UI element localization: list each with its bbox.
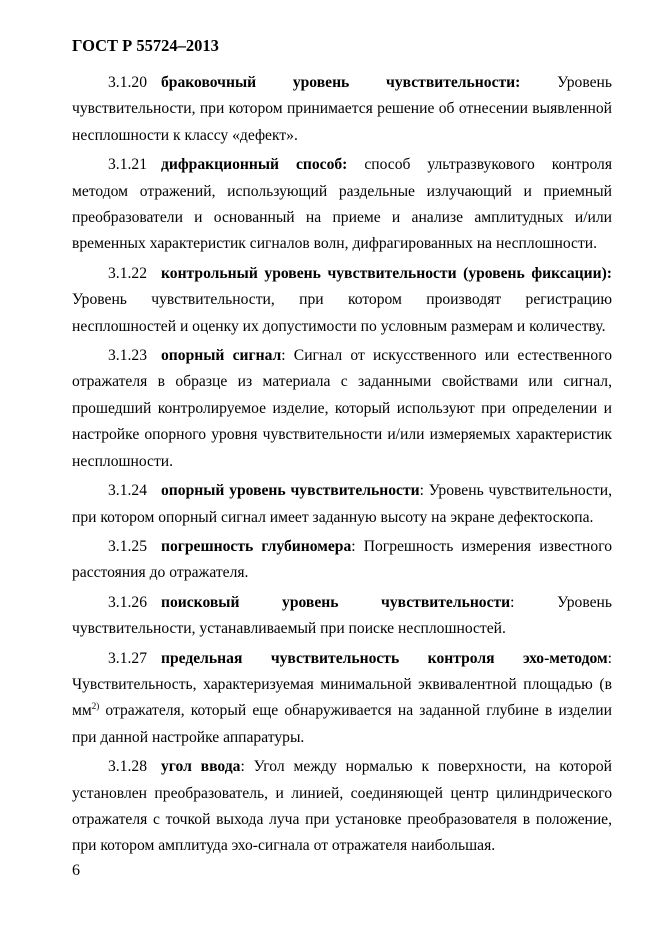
clause-number: 3.1.20 [108,74,147,91]
clause-body: : Погрешность измерения известного расстояния до отражателя. [72,537,612,582]
clause-3-1-22 [72,261,612,340]
clause-number: 3.1.26 [108,593,147,611]
clause-body: : Сигнал от искусственного или естественного отражателя в образце из материала с заданными свойствами или сигнал, прошедший контролируемое изделие, который используют при определении и настройке опорного уровня чувствительности и/или измеряемых характеристик несплошности. [72,347,612,470]
clause-number: 3.1.27 [108,649,147,667]
clause-number: 3.1.28 [108,758,147,776]
clause-3-1-27 [72,646,612,752]
clause-body: способ ультразвукового контроля методом отражений, использующий раздельные излучающий и приемный преобразователи и основанный на приеме и анализе амплитудных и/или временных характеристик сигналов волн, дифрагированных на несплошности. [72,156,612,253]
document-header: ГОСТ Р 55724–2013 [72,36,219,55]
clause-body: : Угол между нормалью к поверхности, на которой установлен преобразователь, и линией, соединяющей центр цилиндрического отражателя с точкой выхода луча при установке преобразователя в положение, при котором амплитуда эхо-сигнала от отражателя наибольшая. [72,758,613,855]
clause-number: 3.1.22 [108,264,147,282]
clause-3-1-26 [72,590,612,643]
clause-term: погрешность глубиномера [161,537,352,555]
clause-term: опорный уровень чувствительности [161,482,420,500]
clause-body: Уровень чувствительности, при котором производят регистрацию несплошностей и оценку их допустимости по условным размерам и количеству. [72,291,612,335]
clause-3-1-25 [72,534,612,587]
clause-term: угол ввода [161,758,241,776]
clause-body: : Чувствительность, характеризуемая минимальной эквивалентной площадью (в мм [72,649,612,720]
clause-number: 3.1.25 [108,537,147,555]
clause-term: поисковый уровень чувствительности [161,593,511,611]
clause-term: контрольный уровень чувствительности (уровень фиксации): [161,264,612,282]
page-number: 6 [72,862,80,879]
clause-term: браковочный уровень чувствительности: [161,74,521,91]
clause-number: 3.1.23 [108,347,147,365]
clause-list [72,70,612,863]
clause-number: 3.1.21 [108,156,147,174]
clause-body: Уровень чувствительности, при котором принимается решение об отнесении выявленной несплошности к классу «дефект». [72,74,612,144]
clause-number: 3.1.24 [108,482,147,500]
clause-3-1-24 [72,478,612,531]
superscript-2: 2) [91,701,100,712]
clause-term: дифракционный способ: [161,156,348,174]
clause-3-1-21 [72,152,612,258]
clause-body-continued: отражателя, который еще обнаруживается на заданной глубине в изделии при данной настройке аппаратуры. [72,702,612,746]
clause-3-1-28 [72,754,612,860]
clause-3-1-20 [72,70,612,149]
clause-body: : Уровень чувствительности, при котором опорный сигнал имеет заданную высоту на экране дефектоскопа. [72,482,612,526]
clause-body: : Уровень чувствительности, устанавливаемый при поиске несплошностей. [72,593,612,638]
clause-term: предельная чувствительность контроля эхо-методом [161,649,608,667]
clause-term: опорный сигнал [161,347,282,365]
clause-3-1-23 [72,343,612,475]
